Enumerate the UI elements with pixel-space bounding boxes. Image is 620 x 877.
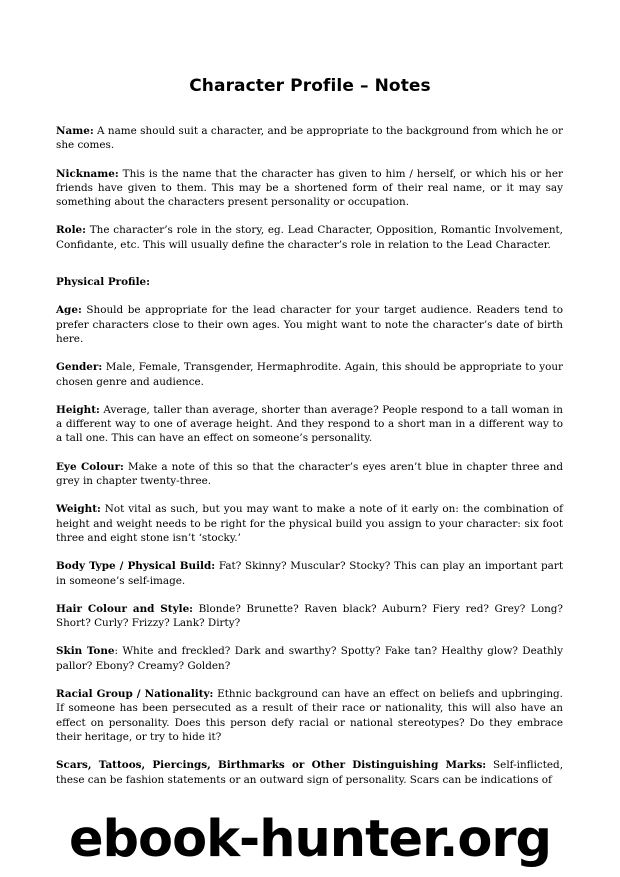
document-body xyxy=(56,124,563,801)
section-heading: Physical Profile: xyxy=(56,276,150,289)
paragraph-racial-group xyxy=(56,687,563,744)
paragraph-text: Self-inflicted, these can be fashion statements or an outward sign of personality. Scars can be indications of xyxy=(56,759,563,786)
paragraph-label: Weight: xyxy=(56,503,101,516)
paragraph-text: : White and freckled? Dark and swarthy? Spotty? Fake tan? Healthy glow? Deathly pallor? Ebony? Creamy? Golden? xyxy=(56,645,563,672)
paragraph-name xyxy=(56,124,563,153)
paragraph-nickname xyxy=(56,167,563,210)
paragraph-text: Fat? Skinny? Muscular? Stocky? This can play an important part in someone’s self-image. xyxy=(56,560,564,587)
paragraph-label: Scars, Tattoos, Piercings, Birthmarks or Other Distinguishing Marks: xyxy=(56,759,487,772)
paragraph-text: A name should suit a character, and be appropriate to the background from which he or she comes. xyxy=(56,125,563,152)
paragraph-text: Male, Female, Transgender, Hermaphrodite. Again, this should be appropriate to your chosen genre and audience. xyxy=(56,361,563,388)
paragraph-role xyxy=(56,223,563,252)
watermark: ebook-hunter.org xyxy=(68,810,552,869)
paragraph-hair xyxy=(56,602,563,631)
paragraph-label: Name: xyxy=(56,125,94,137)
paragraph-label: Hair Colour and Style: xyxy=(56,602,194,615)
paragraph-skin-tone xyxy=(56,644,563,673)
paragraph-label: Nickname: xyxy=(56,167,119,180)
paragraph-text: The character’s role in the story, eg. Lead Character, Opposition, Romantic Involvement, Confidante, etc. This will usually define the character’s role in relation to the Lead Character. xyxy=(56,224,563,251)
paragraph-label: Age: xyxy=(56,304,82,317)
paragraph-label: Racial Group / Nationality: xyxy=(56,688,214,701)
paragraph-height xyxy=(56,403,563,446)
paragraph-label: Eye Colour: xyxy=(56,460,124,473)
paragraph-label: Body Type / Physical Build: xyxy=(56,560,216,573)
paragraph-text: Ethnic background can have an effect on beliefs and upbringing. If someone has been persecuted as a result of their race or nationality, this will also have an effect on personality. Does this person defy racial or national stereotypes? Do they embrace their heritage, or try to hide it? xyxy=(56,688,563,743)
paragraph-text: Average, taller than average, shorter than average? People respond to a tall woman in a different way to one of average height. And they respond to a short man in a different way to a tall one. This can have an effect on someone’s personality. xyxy=(56,403,563,445)
paragraph-label: Gender: xyxy=(56,361,103,374)
paragraph-label: Skin Tone xyxy=(56,645,115,658)
paragraph-text: This is the name that the character has given to him / herself, or which his or her friends have given to them. This may be a shortened form of their real name, or it may say something about the characters present personality or occupation. xyxy=(56,167,563,209)
paragraph-text: Not vital as such, but you may want to make a note of it early on: the combination of height and weight needs to be right for the physical build you assign to your character: six foot three and eight stone isn’t ‘stocky.’ xyxy=(56,503,563,544)
paragraph-text: Should be appropriate for the lead character for your target audience. Readers tend to prefer characters close to their own ages. You might want to note the character’s date of birth here. xyxy=(56,304,563,345)
page-title: Character Profile – Notes xyxy=(189,76,431,96)
paragraph-distinguishing-marks xyxy=(56,758,563,787)
paragraph-label: Height: xyxy=(56,403,100,416)
paragraph-label: Role: xyxy=(56,224,86,237)
paragraph-gender xyxy=(56,360,563,389)
paragraph-weight xyxy=(56,502,563,545)
paragraph-body-type xyxy=(56,559,563,588)
paragraph-text: Blonde? Brunette? Raven black? Auburn? Fiery red? Grey? Long? Short? Curly? Frizzy? Lank? Dirty? xyxy=(56,602,563,630)
paragraph-eye-colour xyxy=(56,460,563,489)
paragraph-text: Make a note of this so that the character’s eyes aren’t blue in chapter three and grey in chapter twenty-three. xyxy=(56,460,563,488)
paragraph-age xyxy=(56,303,563,346)
